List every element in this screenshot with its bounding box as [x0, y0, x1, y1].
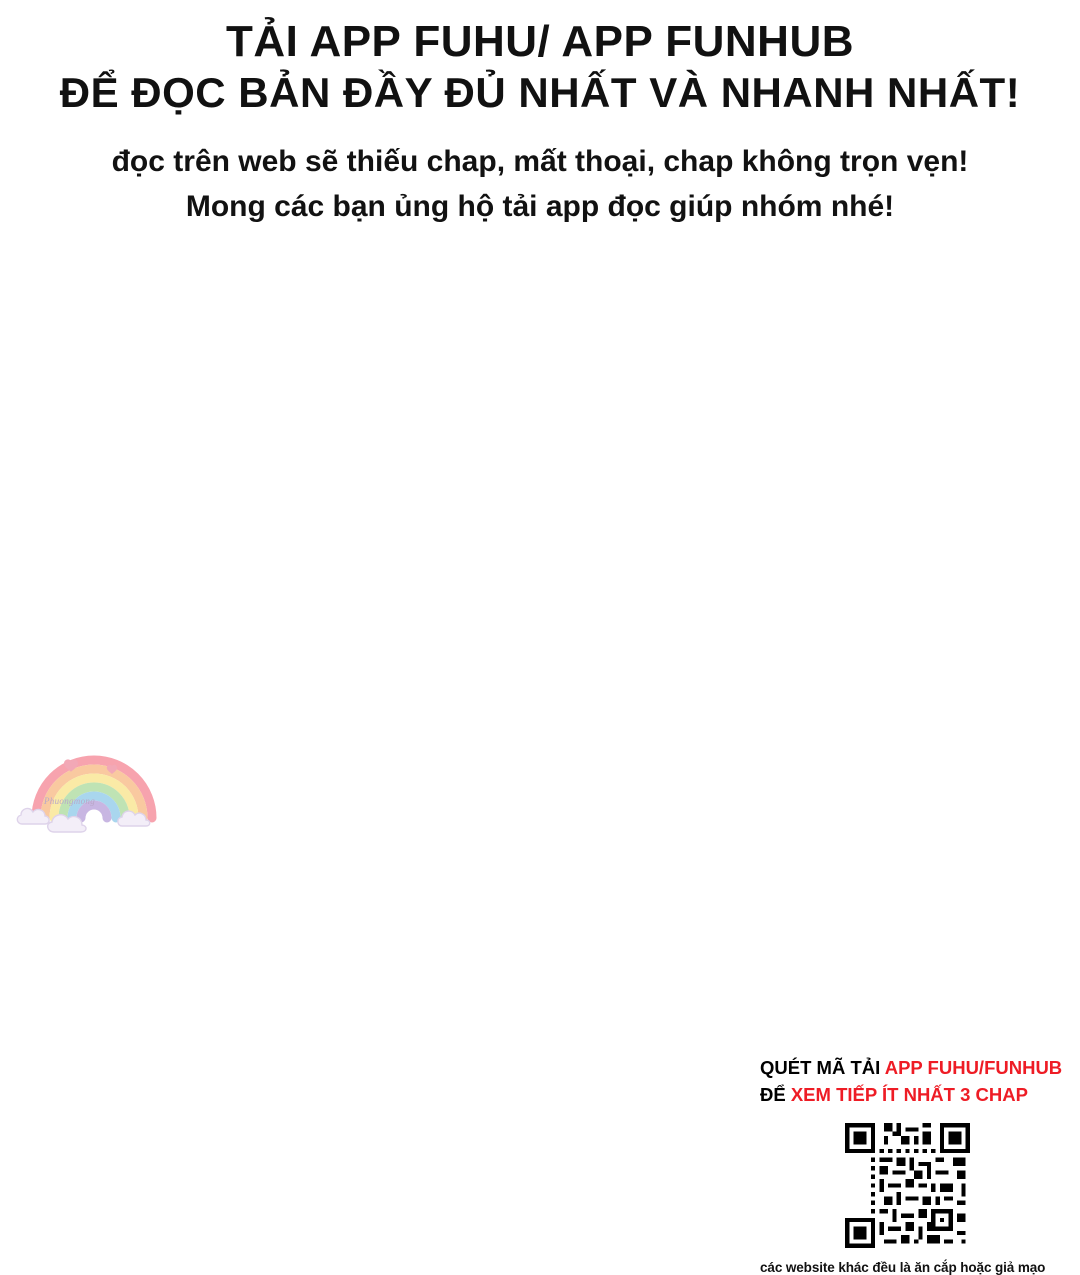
promo-subtext-line-1: đọc trên web sẽ thiếu chap, mất thoại, chap không trọn vẹn! [111, 145, 969, 179]
qr-code-icon[interactable] [845, 1123, 970, 1248]
qr-headline-1-plain: QUÉT MÃ TẢI [760, 1057, 885, 1078]
qr-headline-2-plain: ĐỂ [760, 1083, 791, 1105]
promo-subtext-line-2: Mong các bạn ủng hộ tải app đọc giúp nhóm nhé! [185, 190, 895, 224]
rainbow-cloud-watermark [14, 752, 174, 834]
qr-headline-line-1 [760, 1055, 1070, 1082]
promo-subtext [0, 139, 1080, 229]
qr-footnote: các website khác đều là ăn cắp hoặc giả mạo [760, 1259, 1046, 1275]
promo-title-line-1: TẢI APP FUHU/ APP FUNHUB [225, 17, 855, 66]
qr-headline-line-2 [760, 1082, 1070, 1109]
promo-title-line-2: ĐỂ ĐỌC BẢN ĐẦY ĐỦ NHẤT VÀ NHANH NHẤT! [59, 68, 1021, 116]
qr-headline-2-accent: XEM TIẾP ÍT NHẤT 3 CHAP [790, 1083, 1028, 1105]
promo-banner [0, 0, 1080, 229]
rainbow-icon [14, 752, 174, 834]
watermark-label: Phuongmong [44, 796, 95, 806]
qr-callout [760, 1055, 1070, 1275]
qr-headline-1-accent: APP FUHU/FUNHUB [884, 1057, 1063, 1078]
qr-code[interactable] [845, 1123, 970, 1248]
